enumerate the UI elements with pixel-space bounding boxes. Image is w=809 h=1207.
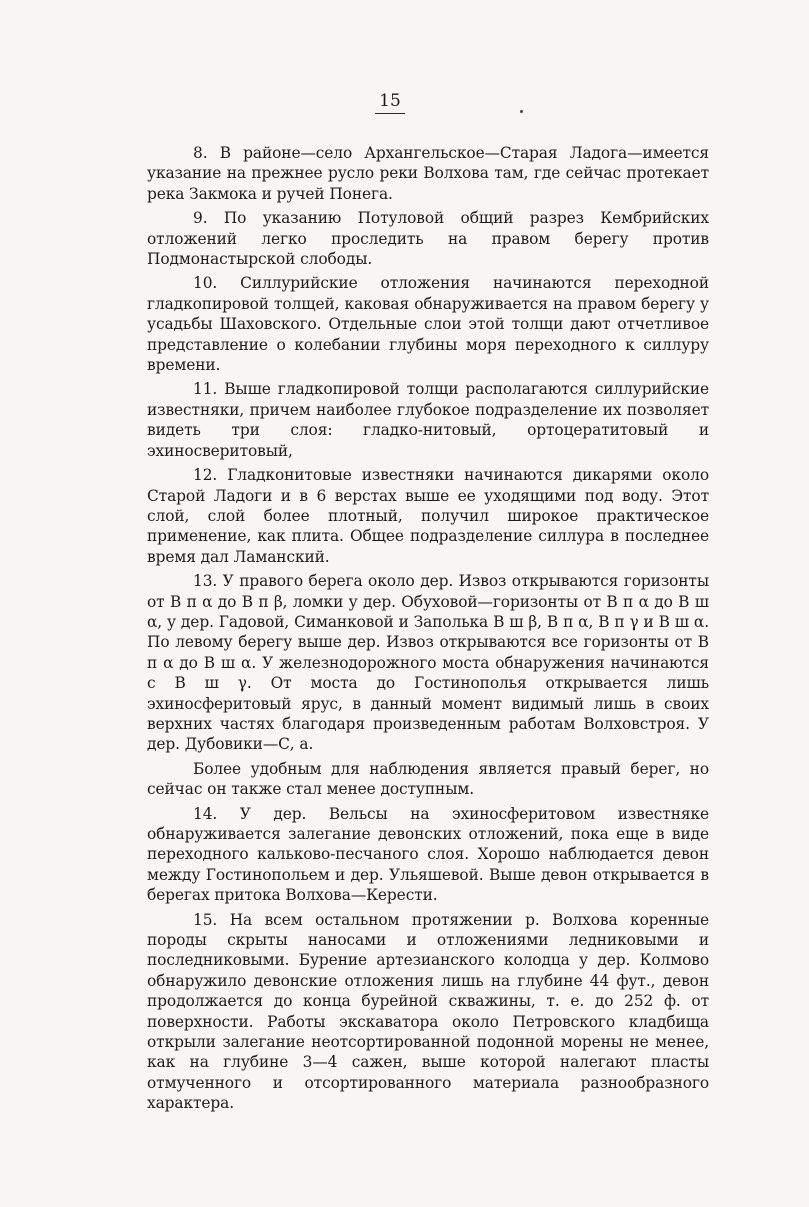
page-number: 15	[0, 91, 780, 114]
paragraph-15: 15. На всем остальном протяжении р. Волхова коренные породы скрыты наносами и отложениями ледниковыми и последниковыми. Бурение артезианского колодца у дер. Колмово обнаружило девонские отложения лишь на глубине 44 фут., девон продолжается до конца бурейной скважины, т. е. до 252 ф. от поверхности. Работы экскаватора около Петровского кладбища открыли залегание неотсортированной подонной морены не менее, как на глубине 3—4 сажен, выше которой налегают пласты отмученного и отсортированного материала разнообразного характера.	[147, 910, 709, 1113]
body-text	[147, 143, 709, 1118]
paragraph-8: 8. В районе—село Архангельское—Старая Ладога—имеется указание на прежнее русло реки Волхова там, где сейчас протекает река Закмока и ручей Понега.	[147, 144, 709, 203]
paragraph-14: 14. У дер. Вельсы на эхиносферитовом известняке обнаруживается залегание девонских отложений, пока еще в виде переходного кальково-песчаного слоя. Хорошо наблюдается девон между Гостинопольем и дер. Ульяшевой. Выше девон открывается в берегах притока Волхова—Керести.	[147, 804, 709, 905]
paragraph-13: 13. У правого берега около дер. Извоз открываются горизонты от В п α до В п β, ломки у дер. Обуховой—горизонты от В п α до В ш α, у дер. Гадовой, Симанковой и Заполька В ш β, В п α, В п γ и В ш α. По левому берегу выше дер. Извоз открываются все горизонты от В п α до В ш α. У железнодорожного моста обнаружения начинаются с В ш γ. От моста до Гостинополья открывается лишь эхиносферитовый ярус, в данный момент видимый лишь в своих верхних частях благодаря произведенным работам Волховстроя. У дер. Дубовики—С, а.	[147, 572, 709, 754]
paragraph-9: 9. По указанию Потуловой общий разрез Кембрийских отложений легко проследить на правом берегу против Подмонастырской слободы.	[147, 209, 709, 269]
print-mark	[520, 110, 523, 113]
paragraph-12: 12. Гладконитовые известняки начинаются дикарями около Старой Ладоги и в 6 верстах выше ее уходящими под воду. Этот слой, слой более плотный, получил широкое практическое применение, как плита. Общее подразделение силлура в последнее время дал Ламанский.	[147, 466, 709, 566]
paragraph-11: 11. Выше гладкопировой толщи располагаются силлурийские известняки, причем наиболее глубокое подразделение их позволяет видеть три слоя: гладко-нитовый, ортоцератитовый и эхиносверитовый,	[147, 380, 709, 460]
paragraph-10: 10. Силлурийские отложения начинаются переходной гладкопировой толщей, каковая обнаруживается на правом берегу у усадьбы Шаховского. Отдельные слои этой толщи дают отчетливое представление о колебании глубины моря переходного к силлуру времени.	[147, 274, 709, 375]
paragraph-13-continued: Более удобным для наблюдения является правый берег, но сейчас он также стал менее доступным.	[147, 759, 709, 799]
